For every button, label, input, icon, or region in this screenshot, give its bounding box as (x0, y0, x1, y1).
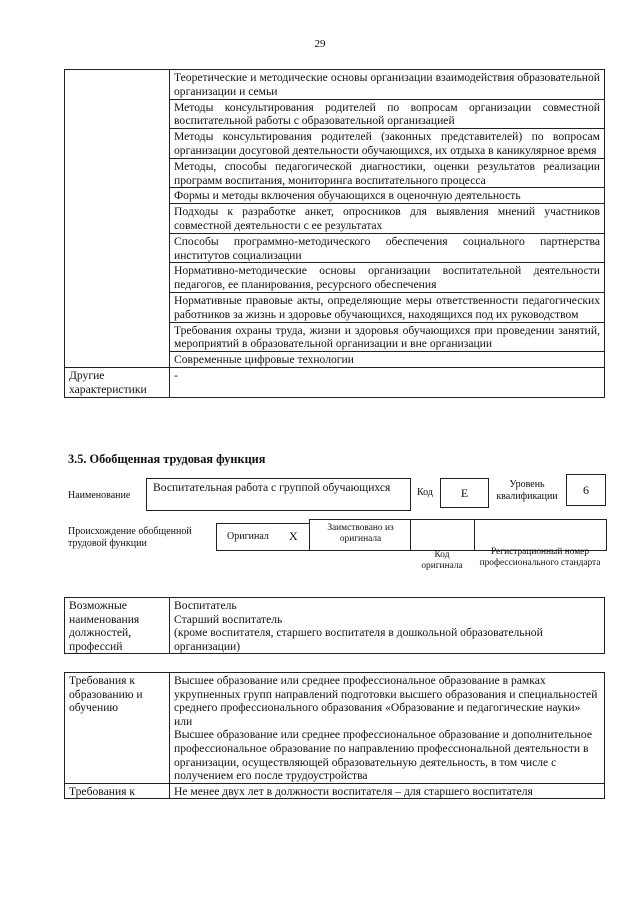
education-value: Высшее образование или среднее профессиональное образование в рамках укрупненных групп направлений подготовки высшего образования и специальностей среднего профессионального образования «Образование и педагогические науки» или Высшее образование или среднее профессиональное образование и дополнительное профессиональное образование по направлению профессиональной деятельности в организации, осуществляющей образовательную деятельность, в том числе с получением его после трудоустройства (170, 673, 605, 784)
code-label: Код (417, 487, 433, 498)
section-title: 3.5. Обобщенная трудовая функция (68, 452, 266, 466)
knowledge-row: Способы программно-методического обеспечения социального партнерства институтов социализации (170, 233, 605, 263)
original-label: Оригинал (227, 531, 269, 542)
knowledge-row: Теоретические и методические основы организации взаимодействия образовательной организации и семьи (170, 70, 605, 100)
name-value-box (146, 478, 411, 511)
knowledge-row: Методы консультирования родителей по вопросам организации совместной воспитательной работы с образовательной организацией (170, 99, 605, 129)
borrowed-box (309, 519, 412, 551)
origin-label: Происхождение обобщенной трудовой функции (68, 526, 192, 549)
knowledge-row: Современные цифровые технологии (170, 352, 605, 368)
code-value: E (460, 486, 469, 500)
positions-table (64, 597, 605, 654)
positions-label: Возможные наименования должностей, профессий (65, 598, 170, 654)
level-value-box (566, 474, 606, 506)
original-mark: X (289, 529, 298, 543)
level-value: 6 (583, 483, 589, 497)
knowledge-table (64, 69, 605, 398)
requirements-table (64, 672, 605, 799)
code-value-box (440, 478, 489, 508)
knowledge-row: Нормативные правовые акты, определяющие меры ответственности педагогических работников за жизнь и здоровье обучающихся, находящихся под их руководством (170, 292, 605, 322)
name-value: Воспитательная работа с группой обучающихся (153, 481, 391, 494)
positions-value: Воспитатель Старший воспитатель (кроме воспитателя, старшего воспитателя в дошкольной образовательной организации) (170, 598, 605, 654)
code-original-box (410, 519, 476, 551)
reg-number-caption: Регистрационный номер профессионального стандарта (479, 547, 601, 568)
knowledge-row: Нормативно-методические основы организации воспитательной деятельности педагогов, ее планирования, ресурсного обеспечения (170, 263, 605, 293)
page-number: 29 (314, 38, 326, 50)
knowledge-row: Методы консультирования родителей (законных представителей) по вопросам организации досуговой деятельности обучающихся, их отдыха в каникулярное время (170, 129, 605, 159)
experience-label: Требования к (65, 783, 170, 799)
other-characteristics-label: Другие характеристики (65, 367, 170, 397)
education-label: Требования к образованию и обучению (65, 673, 170, 784)
knowledge-row: Методы, способы педагогической диагностики, оценки результатов реализации программ воспитания, мониторинга воспитательного процесса (170, 158, 605, 188)
other-characteristics-value: - (170, 367, 605, 397)
knowledge-row: Подходы к разработке анкет, опросников для выявления мнений участников совместной деятельности с ее результатах (170, 204, 605, 234)
experience-value: Не менее двух лет в должности воспитателя – для старшего воспитателя (170, 783, 605, 799)
level-label: Уровень квалификации (496, 479, 558, 502)
knowledge-label-cell (65, 70, 170, 368)
knowledge-row: Формы и методы включения обучающихся в оценочную деятельность (170, 188, 605, 204)
name-label: Наименование (68, 490, 131, 501)
original-box (216, 523, 311, 551)
code-original-caption: Код оригинала (421, 550, 463, 571)
borrowed-label: Заимствовано из оригинала (327, 523, 394, 544)
knowledge-row: Требования охраны труда, жизни и здоровья обучающихся при проведении занятий, мероприятий в образовательной организации и вне организации (170, 322, 605, 352)
